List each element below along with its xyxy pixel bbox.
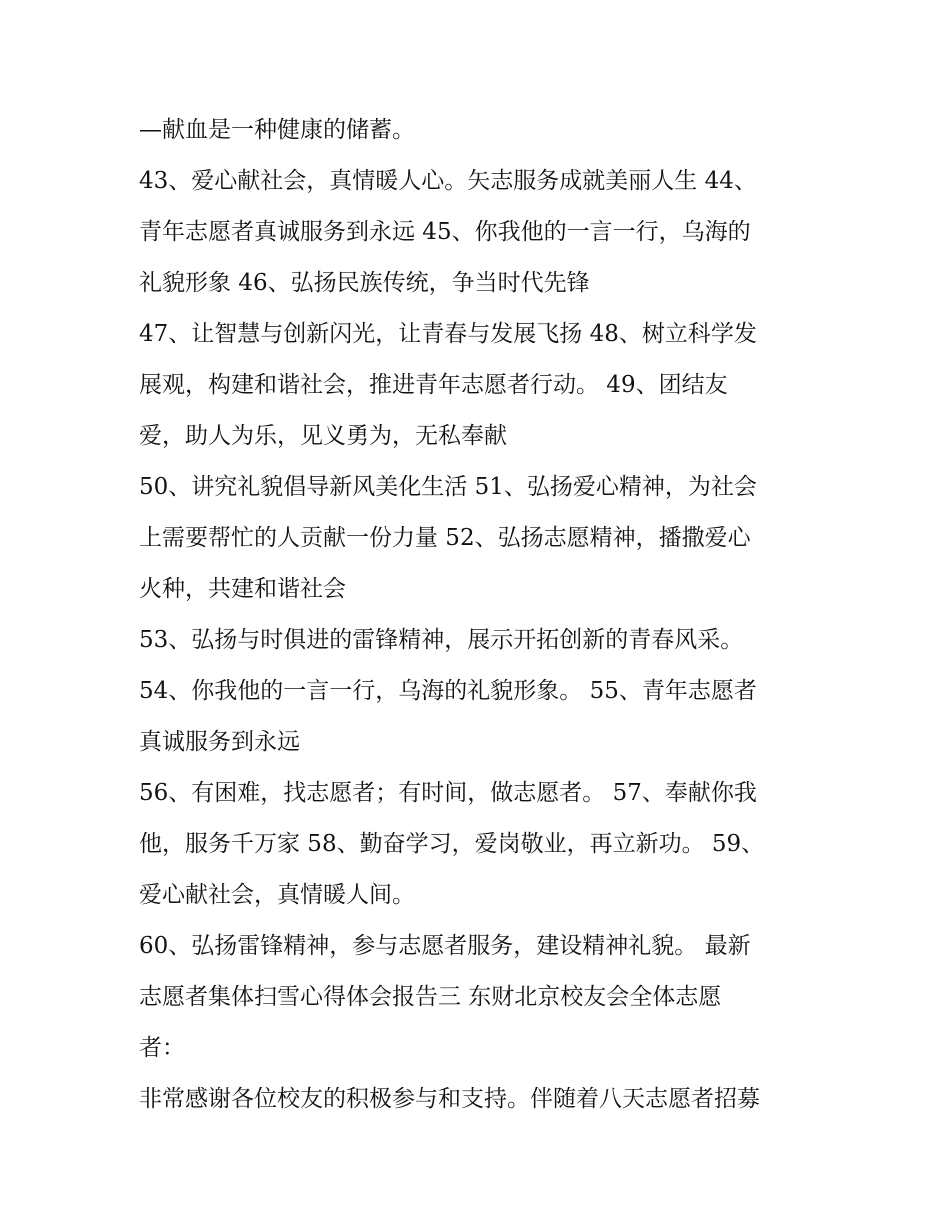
text-line: 火种，共建和谐社会: [139, 576, 346, 602]
text-line: 54、你我他的一言一行，乌海的礼貌形象。 55、青年志愿者: [139, 678, 757, 704]
text-line: 50、讲究礼貌倡导新风美化生活 51、弘扬爱心精神，为社会: [139, 474, 757, 500]
text-line: 爱心献社会，真情暖人间。: [139, 882, 415, 908]
text-line: 青年志愿者真诚服务到永远 45、你我他的一言一行，乌海的: [139, 219, 751, 245]
text-line: 非常感谢各位校友的积极参与和支持。伴随着八天志愿者招募: [139, 1086, 760, 1112]
text-line: 43、爱心献社会，真情暖人心。矢志服务成就美丽人生 44、: [139, 168, 757, 194]
document-body: [139, 107, 839, 1127]
text-line: 47、让智慧与创新闪光，让青春与发展飞扬 48、树立科学发: [139, 321, 757, 347]
text-line: 礼貌形象 46、弘扬民族传统，争当时代先锋: [139, 270, 590, 296]
text-line: 53、弘扬与时俱进的雷锋精神，展示开拓创新的青春风采。: [139, 627, 744, 653]
text-line: 上需要帮忙的人贡献一份力量 52、弘扬志愿精神，播撒爱心: [139, 525, 751, 551]
text-line: 爱，助人为乐，见义勇为，无私奉献: [139, 423, 507, 449]
text-line: 者：: [139, 1035, 185, 1061]
text-line: 志愿者集体扫雪心得体会报告三 东财北京校友会全体志愿: [139, 984, 722, 1010]
text-line: 展观，构建和谐社会，推进青年志愿者行动。 49、团结友: [139, 372, 728, 398]
text-line: 真诚服务到永远: [139, 729, 300, 755]
text-line: 他，服务千万家 58、勤奋学习，爱岗敬业，再立新功。 59、: [139, 831, 765, 857]
text-line: —献血是一种健康的储蓄。: [139, 117, 415, 143]
text-line: 60、弘扬雷锋精神，参与志愿者服务，建设精神礼貌。 最新: [139, 933, 751, 959]
text-line: 56、有困难，找志愿者；有时间，做志愿者。 57、奉献你我: [139, 780, 757, 806]
